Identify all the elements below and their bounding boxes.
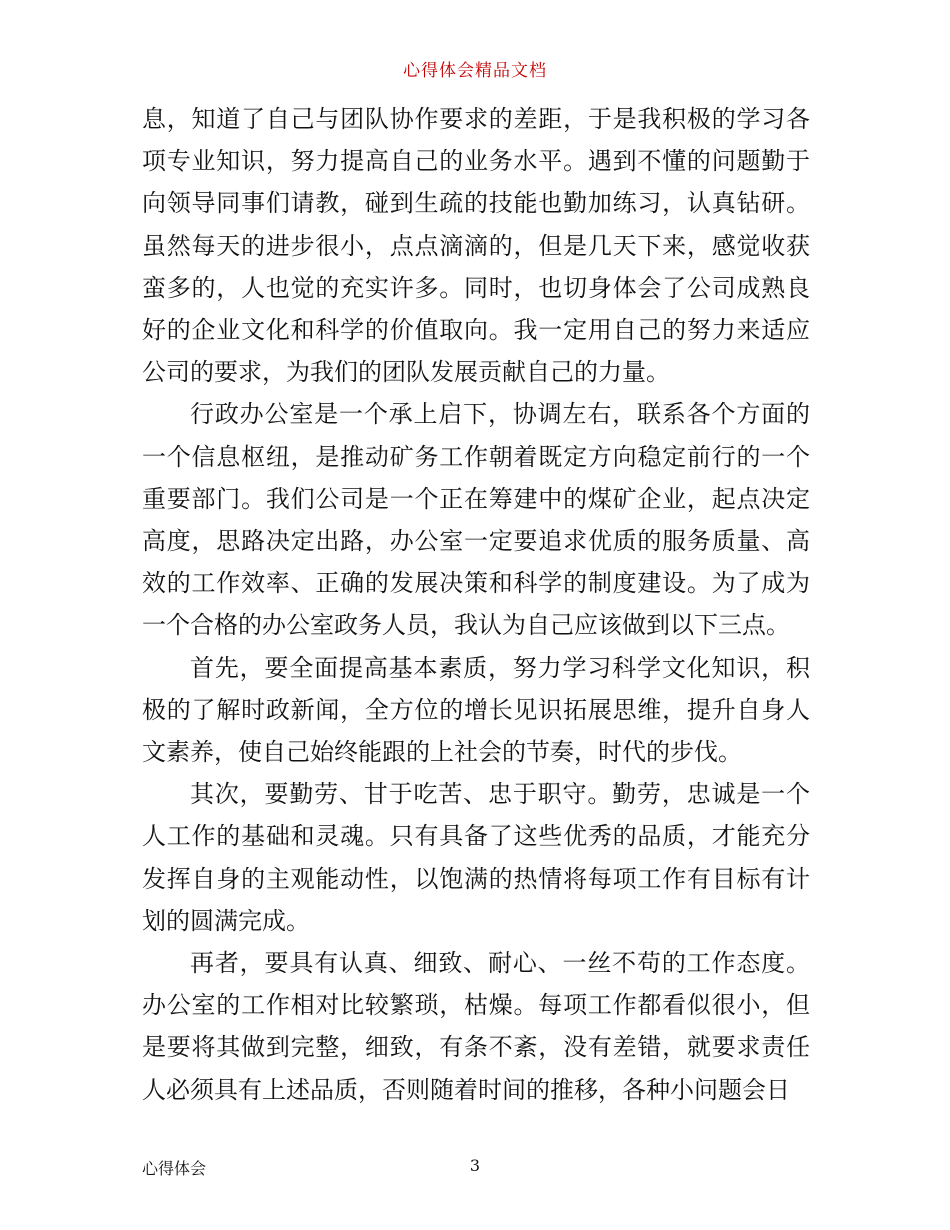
paragraph-2: 行政办公室是一个承上启下，协调左右，联系各个方面的一个信息枢纽，是推动矿务工作朝着既定方向稳定前行的一个重要部门。我们公司是一个正在筹建中的煤矿企业，起点决定高度，思路决定出路，办公室一定要追求优质的服务质量、高效的工作效率、正确的发展决策和科学的制度建设。为了成为一个合格的办公室政务人员，我认为自己应该做到以下三点。 — [142, 400, 810, 640]
paragraph-3: 首先，要全面提高基本素质，努力学习科学文化知识，积极的了解时政新闻，全方位的增长见识拓展思维，提升自身人文素养，使自己始终能跟的上社会的节奏，时代的步伐。 — [142, 653, 810, 767]
document-body — [142, 98, 810, 1111]
page-header-title: 心得体会精品文档 — [403, 61, 547, 81]
page-number: 3 — [469, 1156, 481, 1175]
footer-label: 心得体会 — [142, 1159, 207, 1178]
paragraph-1: 息，知道了自己与团队协作要求的差距，于是我积极的学习各项专业知识，努力提高自己的业务水平。遇到不懂的问题勤于向领导同事们请教，碰到生疏的技能也勤加练习，认真钻研。虽然每天的进步很小，点点滴滴的，但是几天下来，感觉收获蛮多的，人也觉的充实许多。同时，也切身体会了公司成熟良好的企业文化和科学的价值取向。我一定用自己的努力来适应公司的要求，为我们的团队发展贡献自己的力量。 — [142, 105, 810, 387]
paragraph-4: 其次，要勤劳、甘于吃苦、忠于职守。勤劳，忠诚是一个人工作的基础和灵魂。只有具备了这些优秀的品质，才能充分发挥自身的主观能动性，以饱满的热情将每项工作有目标有计划的圆满完成。 — [142, 780, 810, 935]
paragraph-5: 再者，要具有认真、细致、耐心、一丝不苟的工作态度。办公室的工作相对比较繁琐，枯燥。每项工作都看似很小，但是要将其做到完整，细致，有条不紊，没有差错，就要求责任人必须具有上述品质，否则随着时间的推移，各种小问题会日 — [142, 949, 810, 1104]
